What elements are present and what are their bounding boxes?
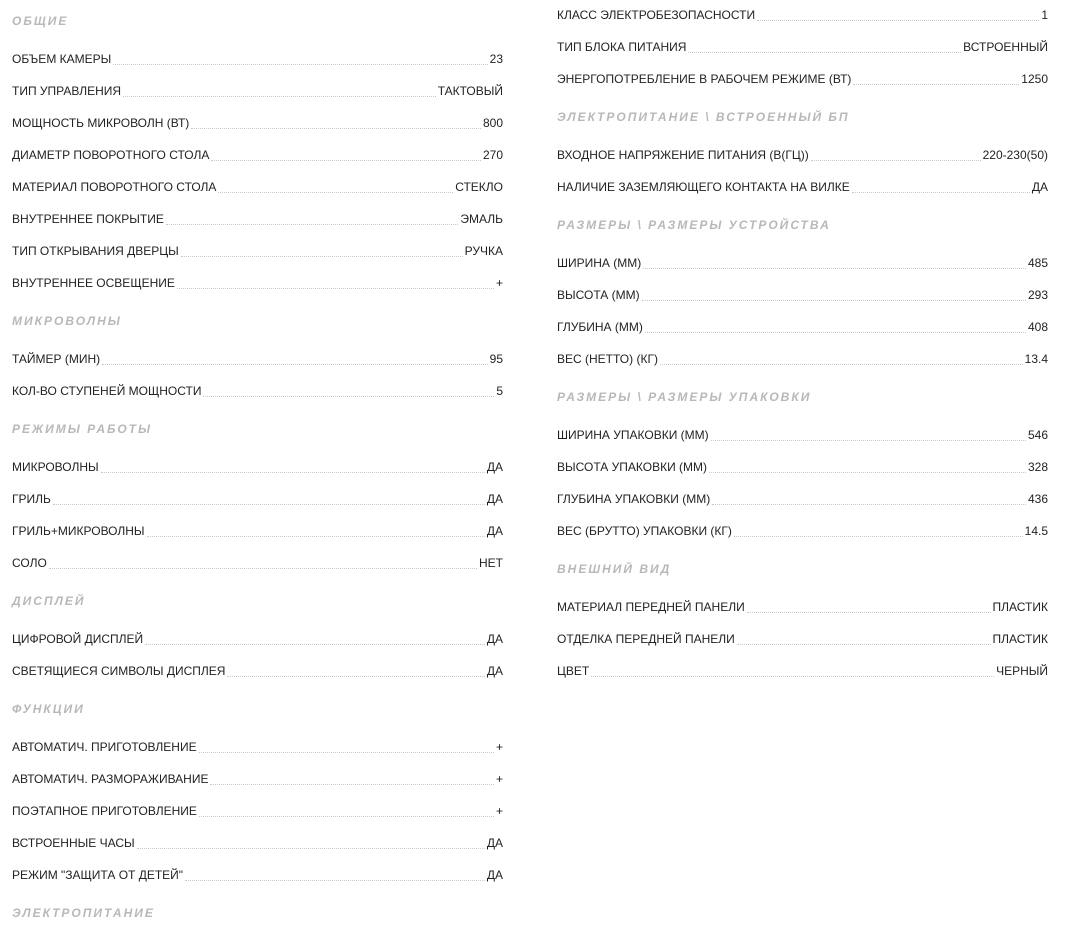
spec-value: ЭМАЛЬ: [460, 212, 503, 226]
spec-label: ЦИФРОВОЙ ДИСПЛЕЙ: [12, 632, 144, 646]
spec-row: [12, 662, 503, 678]
dotted-leader: [711, 440, 1026, 441]
dotted-leader: [591, 676, 994, 677]
spec-row: [12, 274, 503, 290]
spec-value: ДА: [486, 460, 503, 474]
spec-label: РЕЖИМ "ЗАЩИТА ОТ ДЕТЕЙ": [12, 868, 184, 882]
spec-row: [557, 350, 1048, 366]
dotted-leader: [49, 568, 477, 569]
dotted-leader: [643, 268, 1026, 269]
spec-value: ЧЕРНЫЙ: [996, 664, 1048, 678]
spec-value: 13.4: [1024, 352, 1048, 366]
spec-row: [557, 146, 1048, 162]
spec-label: АВТОМАТИЧ. РАЗМОРАЖИВАНИЕ: [12, 772, 209, 786]
spec-label: ТАЙМЕР (МИН): [12, 352, 101, 366]
dotted-leader: [185, 880, 485, 881]
spec-value: СТЕКЛО: [455, 180, 503, 194]
dotted-leader: [853, 84, 1019, 85]
dotted-leader: [210, 784, 494, 785]
spec-label: ЭНЕРГОПОТРЕБЛЕНИЕ В РАБОЧЕМ РЕЖИМЕ (ВТ): [557, 72, 852, 86]
spec-value: +: [495, 740, 503, 754]
spec-value: 23: [489, 52, 503, 66]
spec-label: НАЛИЧИЕ ЗАЗЕМЛЯЮЩЕГО КОНТАКТА НА ВИЛКЕ: [557, 180, 850, 194]
spec-label: МАТЕРИАЛ ПОВОРОТНОГО СТОЛА: [12, 180, 217, 194]
dotted-leader: [218, 192, 453, 193]
spec-label: ВХОДНОЕ НАПРЯЖЕНИЕ ПИТАНИЯ (В(ГЦ)): [557, 148, 809, 162]
dotted-leader: [199, 816, 494, 817]
spec-value: ПЛАСТИК: [992, 600, 1048, 614]
spec-value: 14.5: [1024, 524, 1048, 538]
spec-value: НЕТ: [479, 556, 503, 570]
spec-row: [557, 286, 1048, 302]
section-title: ЭЛЕКТРОПИТАНИЕ \ ВСТРОЕННЫЙ БП: [557, 110, 850, 124]
section-title: РАЗМЕРЫ \ РАЗМЕРЫ УСТРОЙСТВА: [557, 218, 831, 232]
section-title: ВНЕШНИЙ ВИД: [557, 562, 672, 576]
dotted-leader: [227, 676, 484, 677]
dotted-leader: [645, 332, 1026, 333]
spec-value: +: [495, 276, 503, 290]
spec-row: [12, 82, 503, 98]
spec-row: [12, 114, 503, 130]
spec-row: [557, 426, 1048, 442]
spec-label: ДИАМЕТР ПОВОРОТНОГО СТОЛА: [12, 148, 210, 162]
spec-row: [12, 770, 503, 786]
dotted-leader: [177, 288, 494, 289]
spec-row: [12, 50, 503, 66]
spec-row: [12, 866, 503, 882]
section-title: РАЗМЕРЫ \ РАЗМЕРЫ УПАКОВКИ: [557, 390, 812, 404]
spec-row: [12, 802, 503, 818]
spec-label: ВЫСОТА (ММ): [557, 288, 640, 302]
dotted-leader: [145, 644, 485, 645]
spec-value: 1: [1041, 8, 1048, 22]
spec-value: 800: [482, 116, 503, 130]
spec-label: ГРИЛЬ+МИКРОВОЛНЫ: [12, 524, 145, 538]
spec-label: ОБЪЕМ КАМЕРЫ: [12, 52, 112, 66]
spec-label: МАТЕРИАЛ ПЕРЕДНЕЙ ПАНЕЛИ: [557, 600, 745, 614]
spec-label: КОЛ-ВО СТУПЕНЕЙ МОЩНОСТИ: [12, 384, 202, 398]
dotted-leader: [113, 64, 487, 65]
spec-label: ВЕС (БРУТТО) УПАКОВКИ (КГ): [557, 524, 732, 538]
spec-row: [557, 6, 1048, 22]
spec-label: КЛАСС ЭЛЕКТРОБЕЗОПАСНОСТИ: [557, 8, 756, 22]
spec-label: ШИРИНА УПАКОВКИ (ММ): [557, 428, 709, 442]
spec-row: [12, 210, 503, 226]
spec-row: [557, 630, 1048, 646]
spec-row: [557, 318, 1048, 334]
spec-row: [12, 834, 503, 850]
dotted-leader: [734, 536, 1023, 537]
spec-value: 546: [1027, 428, 1048, 442]
spec-value: 1250: [1021, 72, 1048, 86]
dotted-leader: [191, 128, 481, 129]
spec-row: [557, 38, 1048, 54]
spec-label: ВНУТРЕННЕЕ ОСВЕЩЕНИЕ: [12, 276, 175, 290]
dotted-leader: [757, 20, 1039, 21]
spec-value: 408: [1027, 320, 1048, 334]
spec-value: ДА: [486, 524, 503, 538]
spec-value: ПЛАСТИК: [992, 632, 1048, 646]
spec-value: ДА: [486, 664, 503, 678]
spec-label: ГЛУБИНА УПАКОВКИ (ММ): [557, 492, 711, 506]
spec-row: [12, 490, 503, 506]
spec-value: ТАКТОВЫЙ: [437, 84, 503, 98]
spec-label: ОТДЕЛКА ПЕРЕДНЕЙ ПАНЕЛИ: [557, 632, 735, 646]
spec-row: [557, 522, 1048, 538]
spec-row: [12, 630, 503, 646]
spec-value: +: [495, 804, 503, 818]
spec-row: [12, 178, 503, 194]
spec-row: [557, 662, 1048, 678]
spec-row: [557, 178, 1048, 194]
spec-label: ШИРИНА (ММ): [557, 256, 642, 270]
section-title: РЕЖИМЫ РАБОТЫ: [12, 422, 153, 436]
spec-value: ДА: [1031, 180, 1048, 194]
dotted-leader: [181, 256, 463, 257]
section-title: ДИСПЛЕЙ: [12, 594, 86, 608]
spec-value: 328: [1027, 460, 1048, 474]
spec-value: ДА: [486, 492, 503, 506]
spec-value: 293: [1027, 288, 1048, 302]
spec-value: ДА: [486, 632, 503, 646]
spec-value: 95: [489, 352, 503, 366]
dotted-leader: [137, 848, 485, 849]
spec-label: ЦВЕТ: [557, 664, 590, 678]
dotted-leader: [811, 160, 981, 161]
dotted-leader: [642, 300, 1026, 301]
spec-value: 220-230(50): [982, 148, 1048, 162]
spec-label: ПОЭТАПНОЕ ПРИГОТОВЛЕНИЕ: [12, 804, 197, 818]
section-title: ОБЩИЕ: [12, 14, 69, 28]
spec-row: [557, 490, 1048, 506]
dotted-leader: [166, 224, 459, 225]
spec-value: ВСТРОЕННЫЙ: [963, 40, 1048, 54]
spec-value: 436: [1027, 492, 1048, 506]
spec-row: [557, 598, 1048, 614]
spec-label: ГРИЛЬ: [12, 492, 51, 506]
spec-label: ВЕС (НЕТТО) (КГ): [557, 352, 658, 366]
dotted-leader: [712, 504, 1026, 505]
spec-value: 5: [496, 384, 503, 398]
dotted-leader: [709, 472, 1026, 473]
spec-label: ТИП УПРАВЛЕНИЯ: [12, 84, 122, 98]
spec-row: [12, 738, 503, 754]
spec-label: ТИП БЛОКА ПИТАНИЯ: [557, 40, 687, 54]
dotted-leader: [199, 752, 494, 753]
spec-row: [12, 146, 503, 162]
spec-label: ВНУТРЕННЕЕ ПОКРЫТИЕ: [12, 212, 164, 226]
spec-row: [12, 382, 503, 398]
spec-row: [557, 458, 1048, 474]
spec-label: МОЩНОСТЬ МИКРОВОЛН (ВТ): [12, 116, 190, 130]
spec-row: [557, 70, 1048, 86]
spec-label: ВЫСОТА УПАКОВКИ (ММ): [557, 460, 708, 474]
spec-label: МИКРОВОЛНЫ: [12, 460, 99, 474]
spec-label: ВСТРОЕННЫЕ ЧАСЫ: [12, 836, 135, 850]
dotted-leader: [53, 504, 485, 505]
section-title: МИКРОВОЛНЫ: [12, 314, 122, 328]
dotted-leader: [660, 364, 1023, 365]
section-title: ФУНКЦИИ: [12, 702, 85, 716]
spec-value: +: [495, 772, 503, 786]
dotted-leader: [147, 536, 485, 537]
spec-value: ДА: [486, 836, 503, 850]
dotted-leader: [737, 644, 991, 645]
spec-label: ГЛУБИНА (ММ): [557, 320, 643, 334]
dotted-leader: [688, 52, 961, 53]
dotted-leader: [123, 96, 436, 97]
spec-value: ДА: [486, 868, 503, 882]
dotted-leader: [102, 364, 487, 365]
spec-value: РУЧКА: [464, 244, 503, 258]
dotted-leader: [203, 396, 494, 397]
spec-value: 270: [482, 148, 503, 162]
spec-label: СОЛО: [12, 556, 47, 570]
dotted-leader: [852, 192, 1030, 193]
spec-row: [12, 350, 503, 366]
spec-row: [12, 458, 503, 474]
spec-row: [12, 522, 503, 538]
spec-row: [12, 554, 503, 570]
dotted-leader: [747, 612, 991, 613]
dotted-leader: [101, 472, 485, 473]
dotted-leader: [211, 160, 481, 161]
spec-value: 485: [1027, 256, 1048, 270]
section-title: ЭЛЕКТРОПИТАНИЕ: [12, 906, 155, 920]
spec-row: [557, 254, 1048, 270]
spec-row: [12, 242, 503, 258]
spec-label: АВТОМАТИЧ. ПРИГОТОВЛЕНИЕ: [12, 740, 197, 754]
spec-label: СВЕТЯЩИЕСЯ СИМВОЛЫ ДИСПЛЕЯ: [12, 664, 226, 678]
spec-label: ТИП ОТКРЫВАНИЯ ДВЕРЦЫ: [12, 244, 179, 258]
